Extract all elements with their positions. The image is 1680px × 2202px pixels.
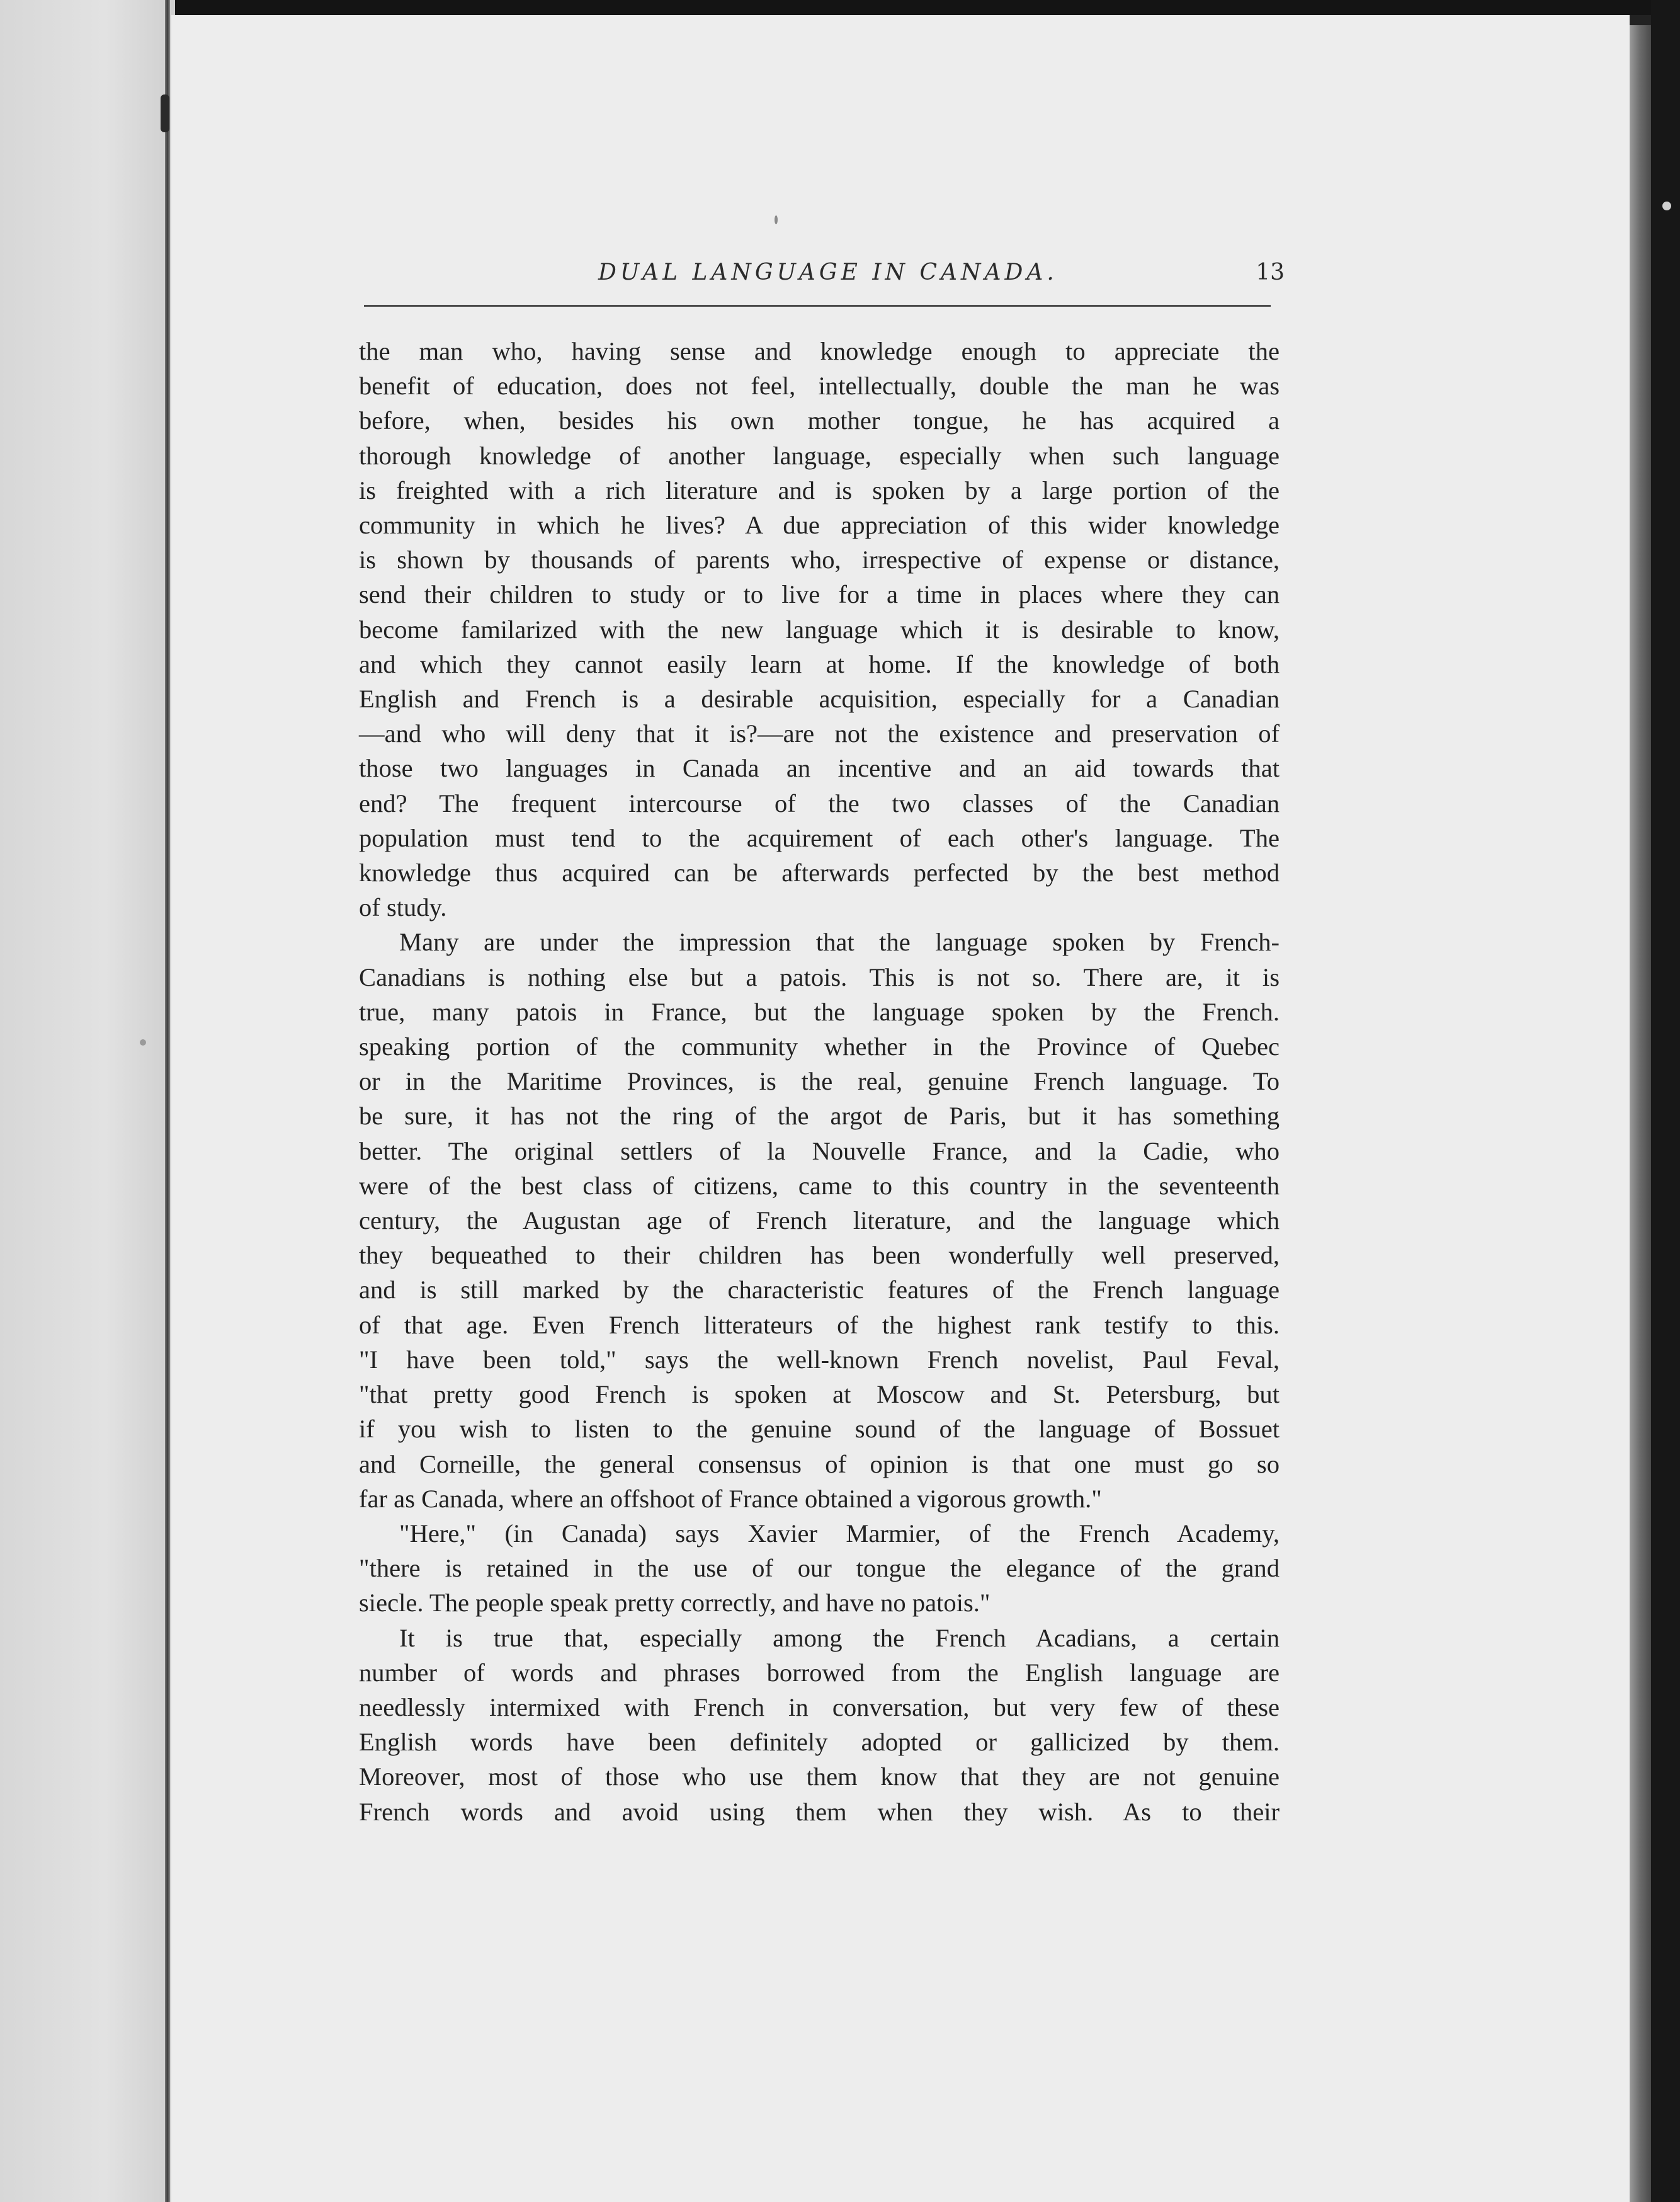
- text-line: and which they cannot easily learn at home. If the knowledge of both: [359, 649, 1280, 678]
- running-title: DUAL LANGUAGE IN CANADA.: [598, 260, 1058, 285]
- scan-speck: [1662, 202, 1671, 210]
- scan-speck: [140, 1039, 146, 1046]
- text-line: and Corneille, the general consensus of opinion is that one must go so: [359, 1449, 1280, 1478]
- text-line: community in which he lives? A due appreciation of this wider knowledge: [359, 511, 1280, 540]
- text-line: French words and avoid using them when they wish. As to their: [359, 1797, 1280, 1826]
- text-line: Canadians is nothing else but a patois. This is not so. There are, it is: [359, 962, 1280, 991]
- text-line: be sure, it has not the ring of the argot de Paris, but it has something: [359, 1102, 1280, 1131]
- body-text: [359, 334, 1280, 1829]
- text-line: It is true that, especially among the French Acadians, a certain: [399, 1623, 1280, 1652]
- page-number: 13: [1256, 260, 1285, 285]
- text-line: knowledge thus acquired can be afterwards perfected by the best method: [359, 859, 1280, 887]
- text-line: before, when, besides his own mother tongue, he has acquired a: [359, 406, 1280, 435]
- text-line: siecle. The people speak pretty correctly, and have no patois.": [359, 1589, 990, 1617]
- text-line: end? The frequent intercourse of the two classes of the Canadian: [359, 789, 1280, 818]
- text-line: English and French is a desirable acquisition, especially for a Canadian: [359, 685, 1280, 714]
- facing-page-edge: [0, 0, 175, 2202]
- scan-top-border: [171, 0, 1680, 15]
- text-line: "there is retained in the use of our tongue the elegance of the grand: [359, 1554, 1280, 1583]
- book-gutter: [165, 0, 170, 2202]
- text-line: number of words and phrases borrowed from the English language are: [359, 1658, 1280, 1687]
- text-line: Moreover, most of those who use them know that they are not genuine: [359, 1762, 1280, 1791]
- text-line: become familarized with the new language which it is desirable to know,: [359, 615, 1280, 644]
- text-line: of that age. Even French litterateurs of the highest rank testify to this.: [359, 1310, 1280, 1339]
- text-line: better. The original settlers of la Nouvelle France, and la Cadie, who: [359, 1136, 1280, 1165]
- gutter-binding-mark: [161, 94, 169, 132]
- scan-right-border: [1651, 0, 1680, 2202]
- text-line: Many are under the impression that the language spoken by French-: [399, 928, 1280, 957]
- text-line: or in the Maritime Provinces, is the real, genuine French language. To: [359, 1067, 1280, 1096]
- text-line: speaking portion of the community whether in the Province of Quebec: [359, 1032, 1280, 1061]
- text-line: were of the best class of citizens, came to this country in the seventeenth: [359, 1171, 1280, 1200]
- running-head: [365, 260, 1285, 304]
- text-line: true, many patois in France, but the language spoken by the French.: [359, 997, 1280, 1026]
- header-rule: [364, 305, 1271, 307]
- text-line: "Here," (in Canada) says Xavier Marmier, of the French Academy,: [399, 1519, 1280, 1548]
- page-stack-edge: [1630, 25, 1651, 2202]
- text-line: population must tend to the acquirement of each other's language. The: [359, 823, 1280, 852]
- text-line: thorough knowledge of another language, especially when such language: [359, 441, 1280, 470]
- text-line: is shown by thousands of parents who, irrespective of expense or distance,: [359, 545, 1280, 574]
- text-line: needlessly intermixed with French in conversation, but very few of these: [359, 1692, 1280, 1721]
- text-line: "I have been told," says the well-known French novelist, Paul Feval,: [359, 1345, 1280, 1374]
- text-line: and is still marked by the characteristic features of the French language: [359, 1275, 1280, 1304]
- text-line: of study.: [359, 893, 447, 922]
- text-line: if you wish to listen to the genuine sound of the language of Bossuet: [359, 1415, 1280, 1444]
- text-line: "that pretty good French is spoken at Moscow and St. Petersburg, but: [359, 1380, 1280, 1409]
- text-line: those two languages in Canada an incentive and an aid towards that: [359, 754, 1280, 783]
- text-line: the man who, having sense and knowledge enough to appreciate the: [359, 337, 1280, 365]
- text-line: far as Canada, where an offshoot of France obtained a vigorous growth.": [359, 1484, 1102, 1513]
- text-line: English words have been definitely adopted or gallicized by them.: [359, 1728, 1280, 1757]
- text-line: century, the Augustan age of French literature, and the language which: [359, 1206, 1280, 1235]
- scan-speck: [775, 215, 778, 224]
- text-line: they bequeathed to their children has been wonderfully well preserved,: [359, 1241, 1280, 1270]
- text-line: benefit of education, does not feel, intellectually, double the man he was: [359, 372, 1280, 401]
- text-line: —and who will deny that it is?—are not the existence and preservation of: [359, 719, 1280, 748]
- text-line: is freighted with a rich literature and is spoken by a large portion of the: [359, 476, 1280, 505]
- text-line: send their children to study or to live for a time in places where they can: [359, 580, 1280, 609]
